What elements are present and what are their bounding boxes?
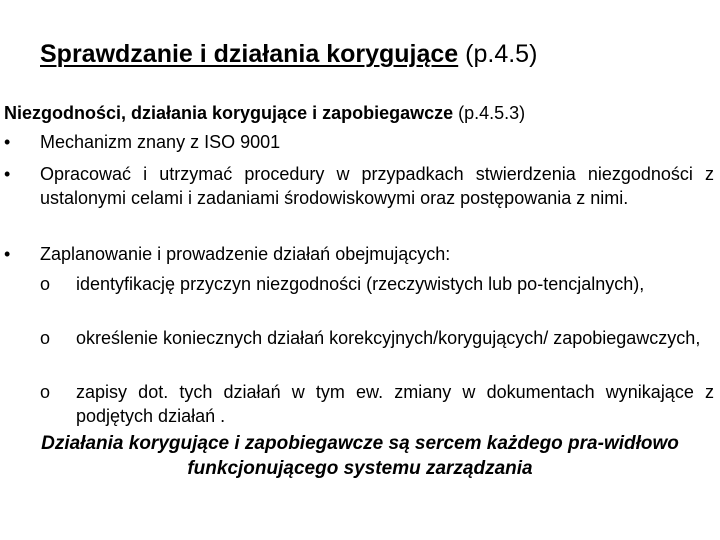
bullet-item-planning: Zaplanowanie i prowadzenie działań obejmujących: <box>40 244 451 264</box>
section-heading-text: Niezgodności, działania korygujące i zapobiegawcze <box>4 103 454 123</box>
bullet-item-iso: Mechanizm znany z ISO 9001 <box>40 132 281 152</box>
sub-item-marker: o <box>40 382 51 402</box>
closing-statement: Działania korygujące i zapobiegawcze są sercem każdego pra-widłowo funkcjonującego systemu zarządzania <box>41 433 679 479</box>
bullet-marker: • <box>4 244 11 264</box>
bullet-marker: • <box>4 164 11 184</box>
slide-title-main: Sprawdzanie i działania korygujące <box>40 40 459 68</box>
sub-item-causes: identyfikację przyczyn niezgodności (rzeczywistych lub po-tencjalnych), <box>76 274 645 294</box>
slide-title-ref: (p.4.5) <box>465 40 538 68</box>
bullet-item-procedures: Opracować i utrzymać procedury w przypadkach stwierdzenia niezgodności z ustalonymi celami i zadaniami środowiskowymi oraz postępowania z nimi. <box>40 164 714 208</box>
slide-title <box>40 38 537 70</box>
bullet-marker: • <box>4 132 11 152</box>
sub-item-records: zapisy dot. tych działań w tym ew. zmiany w dokumentach wynikające z podjętych działań . <box>76 382 714 426</box>
sub-item-marker: o <box>40 274 51 294</box>
section-heading <box>4 102 525 124</box>
sub-item-actions: określenie koniecznych działań korekcyjnych/korygujących/ zapobiegawczych, <box>76 328 701 348</box>
section-heading-ref: (p.4.5.3) <box>458 103 526 123</box>
sub-item-marker: o <box>40 328 51 348</box>
